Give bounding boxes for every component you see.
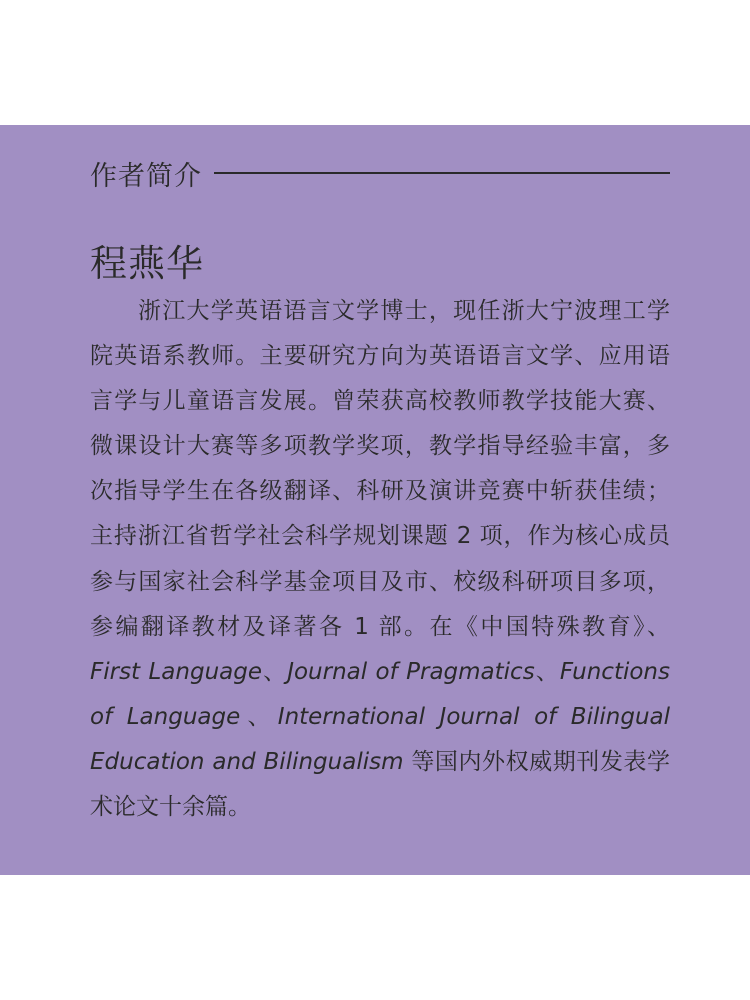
bio-line (90, 289, 670, 334)
bio-line (90, 379, 670, 424)
section-divider (214, 172, 670, 174)
bio-line (90, 695, 670, 740)
section-header (90, 153, 670, 193)
bio-line (90, 650, 670, 695)
bio-text: 浙江大学英语语言文学博士，现任浙大宁波理工学 (138, 298, 670, 324)
journal-title: First Language (90, 658, 262, 685)
bio-line (90, 514, 670, 559)
journal-title: Functions (559, 658, 670, 685)
bio-text: 微课设计大赛等多项教学奖项，教学指导经验丰富，多 (90, 433, 670, 460)
section-title: 作者简介 (90, 160, 202, 192)
bio-text: 参与国家社会科学基金项目及市、校级科研项目多项， (90, 568, 670, 595)
bio-line (90, 785, 670, 830)
bio-line (90, 740, 670, 785)
bio-text: 、 (534, 658, 560, 685)
journal-title: Education and Bilingualism (90, 748, 404, 775)
journal-title: of Language (90, 703, 241, 730)
bio-line (90, 334, 670, 379)
bio-text: 术论文十余篇。 (90, 794, 251, 821)
bio-text: 等国内外权威期刊发表学 (403, 748, 670, 775)
journal-title: Journal of Pragmatics (287, 658, 535, 685)
author-bio (90, 289, 670, 830)
journal-title: International Journal of Bilingual (277, 703, 670, 730)
author-name: 程燕华 (90, 242, 204, 285)
bio-line (90, 469, 670, 514)
bio-line (90, 605, 670, 650)
bio-text: 次指导学生在各级翻译、科研及演讲竞赛中斩获佳绩； (90, 478, 670, 505)
bio-line (90, 424, 670, 469)
bio-text: 参编翻译教材及译著各 1 部。在《中国特殊教育》、 (90, 613, 670, 640)
bio-text: 、 (240, 703, 278, 730)
bio-text: 、 (262, 658, 288, 685)
author-intro-panel (0, 125, 750, 875)
bio-text: 主持浙江省哲学社会科学规划课题 2 项，作为核心成员 (90, 523, 670, 550)
bio-line (90, 560, 670, 605)
bio-text: 院英语系教师。主要研究方向为英语语言文学、应用语 (90, 343, 670, 370)
bio-text: 言学与儿童语言发展。曾荣获高校教师教学技能大赛、 (90, 388, 670, 415)
